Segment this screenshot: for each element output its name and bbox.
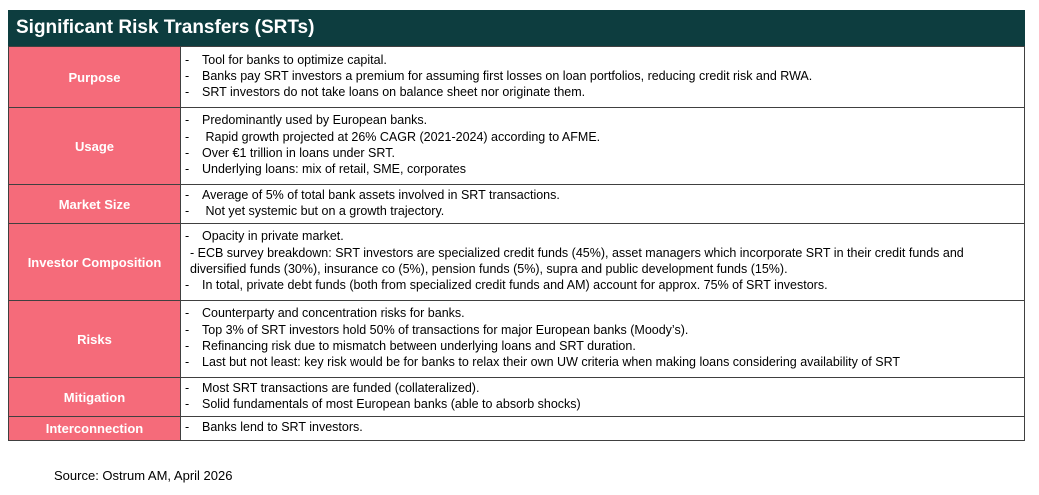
row-content <box>181 108 1025 185</box>
bullet-dash: - <box>185 129 190 144</box>
bullet-text: Counterparty and concentration risks for banks. <box>202 306 465 321</box>
bullet-item <box>185 84 1020 100</box>
bullet-text: Last but not least: key risk would be for banks to relax their own UW criteria when making loans considering availability of SRT <box>202 355 901 370</box>
row-label: Mitigation <box>9 378 181 417</box>
bullet-text: Tool for banks to optimize capital. <box>202 52 387 67</box>
bullet-dash: - <box>185 204 190 218</box>
bullet-item <box>185 112 1020 128</box>
srt-grid <box>8 46 1025 441</box>
srt-table <box>8 10 1025 441</box>
bullet-item <box>185 228 1020 244</box>
row-label: Purpose <box>9 47 181 108</box>
bullet-item <box>185 380 1020 396</box>
row-content <box>181 185 1025 224</box>
row-label: Risks <box>9 301 181 378</box>
bullet-text: Top 3% of SRT investors hold 50% of transactions for major European banks (Moody’s). <box>202 322 689 337</box>
row-label: Investor Composition <box>9 224 181 301</box>
bullet-item <box>185 187 1020 203</box>
bullet-text: Opacity in private market. <box>202 229 344 244</box>
bullet-text: Most SRT transactions are funded (collateralized). <box>202 380 480 395</box>
bullet-item <box>185 68 1020 84</box>
bullet-text: Not yet systemic but on a growth trajectory. <box>202 204 445 218</box>
row-content <box>181 47 1025 108</box>
row-label: Usage <box>9 108 181 185</box>
table-row <box>9 185 1025 224</box>
bullet-text: Rapid growth projected at 26% CAGR (2021-2024) according to AFME. <box>202 129 601 144</box>
row-content <box>181 378 1025 417</box>
bullet-text: SRT investors do not take loans on balance sheet nor originate them. <box>202 85 586 100</box>
bullet-dash: - <box>185 355 190 370</box>
row-content <box>181 224 1025 301</box>
bullet-item <box>185 419 1020 435</box>
bullet-item <box>185 277 1020 293</box>
bullet-text: Banks pay SRT investors a premium for assuming first losses on loan portfolios, reducing credit risk and RWA. <box>202 68 813 83</box>
bullet-text: Predominantly used by European banks. <box>202 113 428 128</box>
bullet-dash: - <box>185 420 190 435</box>
bullet-text: Over €1 trillion in loans under SRT. <box>202 146 395 160</box>
row-label: Market Size <box>9 185 181 224</box>
bullet-dash: - <box>185 397 190 411</box>
bullet-text: In total, private debt funds (both from specialized credit funds and AM) account for approx. 75% of SRT investors. <box>202 278 828 293</box>
source-note: Source: Ostrum AM, April 2026 <box>54 468 233 483</box>
bullet-text: Underlying loans: mix of retail, SME, corporates <box>202 162 466 177</box>
table-row <box>9 47 1025 108</box>
bullet-dash: - <box>185 85 190 100</box>
bullet-item <box>185 322 1020 338</box>
bullet-text: Banks lend to SRT investors. <box>202 420 363 435</box>
bullet-dash: - <box>185 162 190 177</box>
bullet-dash: - <box>185 306 190 321</box>
bullet-text: Refinancing risk due to mismatch between underlying loans and SRT duration. <box>202 339 636 353</box>
bullet-text: - ECB survey breakdown: SRT investors are specialized credit funds (45%), asset managers which incorporate SRT in their credit funds and diversified funds (30%), insurance co (5%), pension funds (5%), supra and public development funds (15%). <box>190 245 968 276</box>
bullet-item <box>185 305 1020 321</box>
table-row <box>9 108 1025 185</box>
bullet-dash: - <box>185 229 190 244</box>
bullet-dash: - <box>185 187 190 202</box>
bullet-text: Average of 5% of total bank assets involved in SRT transactions. <box>202 187 560 202</box>
bullet-dash: - <box>185 339 190 353</box>
bullet-item <box>185 354 1020 370</box>
bullet-item <box>185 245 1020 278</box>
bullet-item <box>185 145 1020 161</box>
row-content <box>181 301 1025 378</box>
table-row <box>9 224 1025 301</box>
bullet-item <box>185 161 1020 177</box>
bullet-item <box>185 52 1020 68</box>
table-row <box>9 378 1025 417</box>
bullet-dash: - <box>185 68 190 83</box>
table-title: Significant Risk Transfers (SRTs) <box>8 10 1025 46</box>
bullet-dash: - <box>185 278 190 293</box>
row-label: Interconnection <box>9 417 181 441</box>
bullet-text: Solid fundamentals of most European banks (able to absorb shocks) <box>202 397 581 411</box>
table-row <box>9 301 1025 378</box>
bullet-item <box>185 396 1020 412</box>
bullet-dash: - <box>185 52 190 67</box>
bullet-item <box>185 338 1020 354</box>
bullet-dash: - <box>185 146 190 160</box>
bullet-dash: - <box>185 380 190 395</box>
row-content <box>181 417 1025 441</box>
bullet-dash: - <box>185 322 190 337</box>
bullet-item <box>185 203 1020 219</box>
bullet-dash: - <box>185 113 190 128</box>
table-row <box>9 417 1025 441</box>
bullet-item <box>185 129 1020 145</box>
